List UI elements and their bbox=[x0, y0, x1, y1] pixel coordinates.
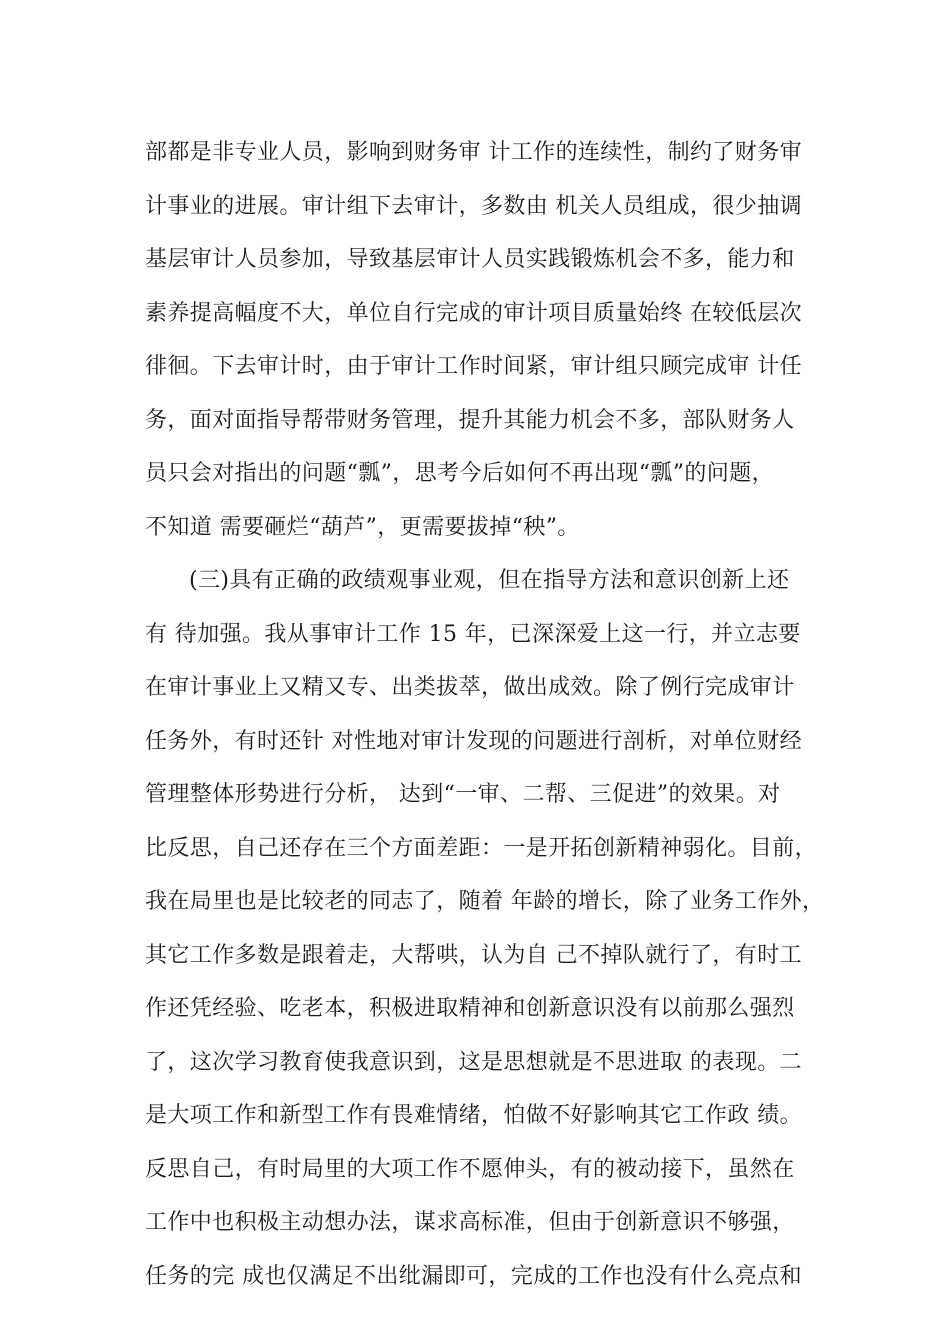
text-line: 比反思，自己还存在三个方面差距：一是开拓创新精神弱化。目前， bbox=[145, 835, 818, 861]
body-text bbox=[145, 126, 825, 1303]
text-line: 计事业的进展。审计组下去审计，多数由 机关人员组成，很少抽调 bbox=[145, 193, 802, 219]
text-line: 任务的完 成也仅满足不出纰漏即可，完成的工作也没有什么亮点和 bbox=[145, 1263, 802, 1289]
text-line: 素养提高幅度不大，单位自行完成的审计项目质量始终 在较低层次 bbox=[145, 300, 802, 326]
text-line: 基层审计人员参加，导致基层审计人员实践锻炼机会不多，能力和 bbox=[145, 247, 795, 272]
text-line: 了，这次学习教育使我意识到，这是思想就是不思进取 的表现。二 bbox=[145, 1049, 802, 1075]
text-line: 有 待加强。我从事审计工作 15 年，已深深爱上这一行，并立志要 bbox=[145, 621, 801, 647]
text-line: 部都是非专业人员，影响到财务审 计工作的连续性，制约了财务审 bbox=[145, 140, 802, 165]
text-line: 我在局里也是比较老的同志了，随着 年龄的增长，除了业务工作外， bbox=[145, 889, 825, 914]
text-line: 徘徊。下去审计时，由于审计工作时间紧，审计组只顾完成审 计任 bbox=[145, 354, 802, 379]
text-line: 是大项工作和新型工作有畏难情绪，怕做不好影响其它工作政 绩。 bbox=[145, 1103, 802, 1128]
text-line: 员只会对指出的问题“瓢”，思考今后如何不再出现“瓢”的问题， bbox=[145, 461, 774, 486]
text-line: 作还凭经验、吃老本，积极进取精神和创新意识没有以前那么强烈 bbox=[145, 996, 795, 1021]
text-line: 其它工作多数是跟着走，大帮哄，认为自 己不掉队就行了，有时工 bbox=[145, 942, 802, 968]
text-line: 不知道 需要砸烂“葫芦”，更需要拔掉“秧”。 bbox=[145, 514, 580, 540]
paragraph-heading-line: (三)具有正确的政绩观事业观，但在指导方法和意识创新上还 bbox=[189, 568, 790, 593]
text-line: 务，面对面指导帮带财务管理，提升其能力机会不多，部队财务人 bbox=[145, 407, 795, 433]
text-line: 在审计事业上又精又专、出类拔萃，做出成效。除了例行完成审计 bbox=[145, 675, 795, 700]
text-line: 反思自己，有时局里的大项工作不愿伸头，有的被动接下，虽然在 bbox=[145, 1156, 795, 1182]
text-line: 管理整体形势进行分析， 达到“一审、二帮、三促进”的效果。对 bbox=[145, 782, 781, 807]
text-line: 工作中也积极主动想办法，谋求高标准，但由于创新意识不够强， bbox=[145, 1210, 795, 1235]
text-line: 任务外，有时还针 对性地对审计发现的问题进行剖析，对单位财经 bbox=[145, 728, 802, 754]
